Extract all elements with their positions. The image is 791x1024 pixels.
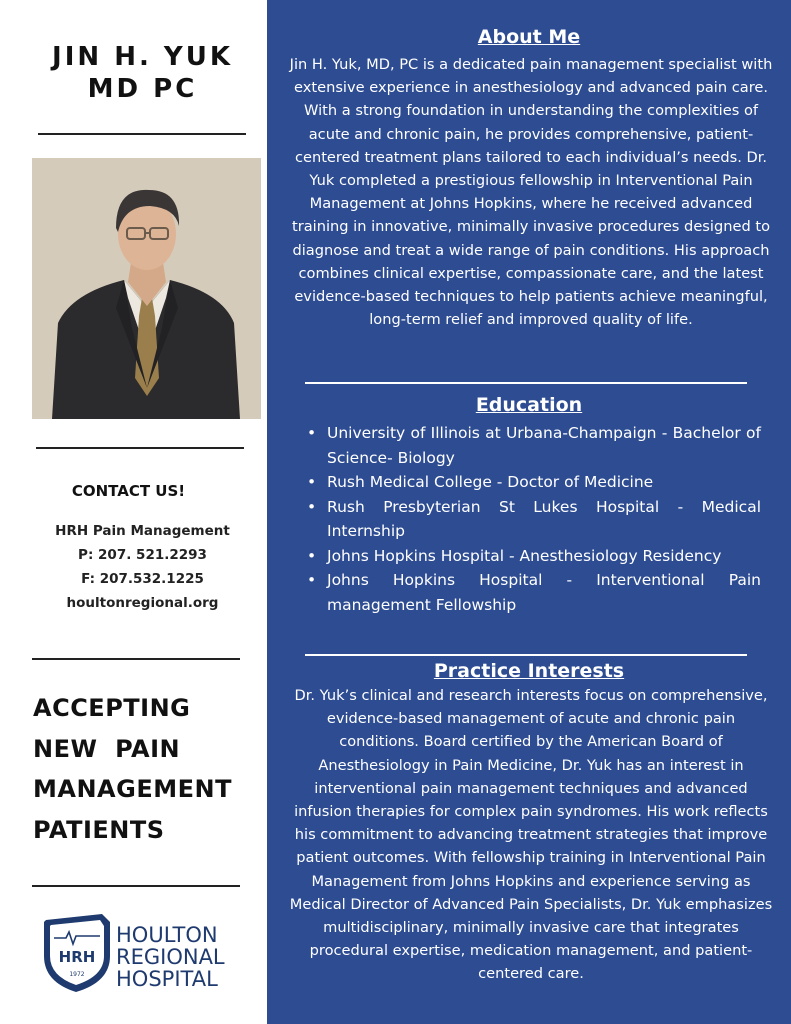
- education-item: • University of Illinois at Urbana-Champaign - Bachelor of Science- Biology: [307, 421, 761, 470]
- accepting-line: NEW PAIN: [33, 734, 181, 763]
- accepting-line: PATIENTS: [33, 815, 165, 844]
- education-list: [307, 421, 761, 617]
- accepting-patients-banner: [33, 688, 263, 850]
- contact-website[interactable]: houltonregional.org: [66, 595, 219, 611]
- about-heading: About Me: [477, 26, 581, 48]
- education-item: • Rush Presbyterian St Lukes Hospital - Medical Internship: [307, 495, 761, 544]
- doctor-photo: [32, 158, 261, 419]
- shield-text: HRH: [58, 948, 96, 966]
- practice-heading: Practice Interests: [433, 660, 625, 682]
- divider: [32, 658, 240, 660]
- about-body: Jin H. Yuk, MD, PC is a dedicated pain management specialist with extensive experience in anesthesiology and advanced pain care. With a strong foundation in understanding the complexities of acute and chronic pain, he provides comprehensive, patient-centered treatment plans tailored to each individual’s needs. Dr. Yuk completed a prestigious fellowship in Interventional Pain Management at Johns Hopkins, where he received advanced training in innovative, minimally invasive procedures designed to diagnose and treat a wide range of pain conditions. His approach combines clinical expertise, compassionate care, and the latest evidence-based techniques to help patients achieve meaningful, long-term relief and improved quality of life.: [289, 56, 773, 329]
- accepting-line: ACCEPTING: [33, 694, 191, 722]
- education-heading: Education: [475, 394, 583, 416]
- shield-year: 1972: [69, 971, 85, 978]
- education-item: • Rush Medical College - Doctor of Medicine: [307, 470, 761, 495]
- accepting-line: MANAGEMENT: [33, 775, 232, 803]
- logo-line: HOSPITAL: [116, 967, 218, 991]
- divider: [32, 885, 240, 887]
- contact-title: CONTACT US!: [71, 482, 186, 500]
- divider: [305, 382, 747, 384]
- education-item: • Johns Hopkins Hospital - Anesthesiology Residency: [307, 544, 761, 569]
- contact-fax: F: 207.532.1225: [81, 571, 204, 587]
- contact-phone: P: 207. 521.2293: [78, 547, 207, 563]
- education-item: • Johns Hopkins Hospital - Interventional Pain management Fellowship: [307, 568, 761, 617]
- logo-line: REGIONAL: [116, 945, 225, 969]
- doctor-credentials: MD PC: [87, 74, 198, 104]
- divider: [36, 447, 244, 449]
- logo-line: HOULTON: [116, 923, 218, 947]
- left-sidebar: [0, 0, 267, 1024]
- divider: [38, 133, 246, 135]
- divider: [305, 654, 747, 656]
- right-panel: [267, 0, 791, 1024]
- hospital-logo: [40, 912, 230, 994]
- contact-org: HRH Pain Management: [55, 523, 230, 539]
- doctor-name: JIN H. YUK: [52, 42, 233, 72]
- practice-body: Dr. Yuk’s clinical and research interests focus on comprehensive, evidence-based management of acute and chronic pain conditions. Board certified by the American Board of Anesthesiology in Pain Medicine, Dr. Yuk has an interest in interventional pain management techniques and advanced infusion therapies for complex pain syndromes. His work reflects his commitment to advancing treatment strategies that improve patient outcomes. With fellowship training in Interventional Pain Management from Johns Hopkins and experience serving as Medical Director of Advanced Pain Specialists, Dr. Yuk emphasizes multidisciplinary, minimally invasive care that integrates procedural expertise, medication management, and patient-centered care.: [289, 687, 773, 983]
